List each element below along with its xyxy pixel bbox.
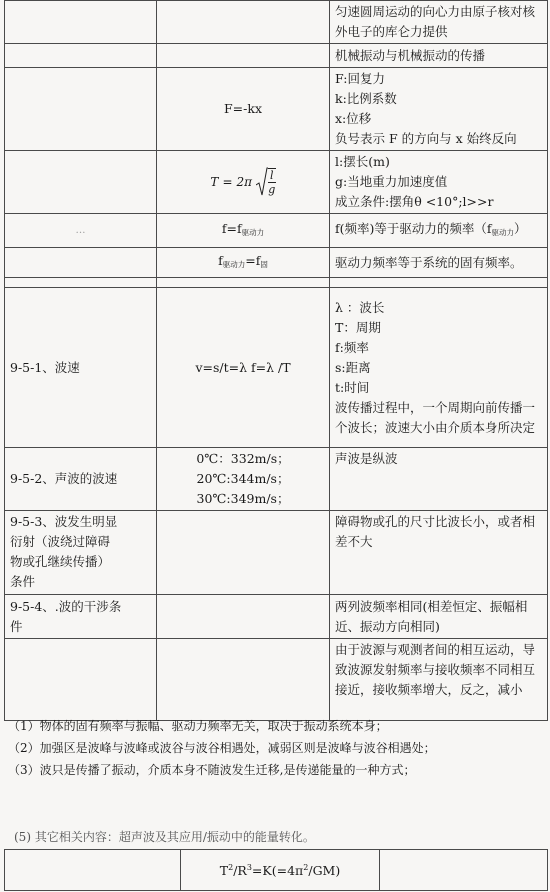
interference-label: [5, 595, 157, 639]
cell-empty: [5, 68, 157, 151]
formula-f: f: [218, 252, 223, 268]
fraction-denominator: g: [268, 183, 276, 196]
table-row: [5, 68, 548, 151]
wave-speed-label: 9-5-1、波速: [5, 288, 157, 448]
cell-empty: [5, 639, 157, 721]
sound-speed-line: 0℃：332m/s；: [196, 451, 290, 466]
table-row: [5, 595, 548, 639]
hooke-description: [330, 68, 548, 151]
cell-empty: [5, 44, 157, 68]
formula-part: /GM): [308, 862, 341, 878]
sqrt-fraction: [268, 168, 276, 196]
section-title: 机械振动与机械振动的传播: [330, 44, 548, 68]
formula-eq: =: [222, 175, 233, 189]
hooke-line: F:回复力: [335, 71, 385, 86]
cell-empty: [5, 248, 157, 278]
extra-content-line: (5) 其它相关内容：超声波及其应用/振动中的能量转化。: [14, 830, 315, 844]
table-row: [5, 278, 548, 288]
diffraction-description: 障碍物或孔的尺寸比波长小，或者相差不大: [330, 511, 548, 595]
centripetal-description: 匀速圆周运动的向心力由原子核对核外电子的库仑力提供: [330, 1, 548, 44]
hooke-line: 负号表示 F 的方向与 x 始终反向: [335, 131, 517, 146]
physics-table: [4, 0, 548, 721]
hooke-line: k:比例系数: [335, 91, 397, 106]
resonance-formula: [157, 248, 330, 278]
diffraction-line: 衍射（波绕过障碍: [10, 534, 111, 549]
diffraction-line: 条件: [10, 574, 36, 589]
forced-vibration-description: [330, 214, 548, 248]
note-item: （2）加强区是波峰与波峰或波谷与波谷相遇处，减弱区则是波峰与波谷相遇处；: [8, 741, 436, 755]
formula-main: f=f: [221, 220, 242, 236]
cell-empty: [157, 639, 330, 721]
table-row: [5, 1, 548, 44]
pendulum-line: g:当地重力加速度值: [335, 174, 448, 189]
cell-empty: [330, 278, 548, 288]
cell-empty: [5, 278, 157, 288]
sound-speed-label: 9-5-2、声波的波速: [5, 448, 157, 511]
formula-subscript: 驱动力: [222, 259, 246, 269]
kepler-table: [4, 849, 548, 891]
sqrt-symbol: [256, 167, 276, 197]
formula-subscript: 固: [260, 259, 268, 269]
table-row: [5, 248, 548, 278]
diffraction-label: [5, 511, 157, 595]
pendulum-formula: [157, 151, 330, 214]
formula-part: T: [219, 862, 229, 878]
notes-section: [8, 715, 544, 781]
wave-speed-formula: v=s/t=λ f=λ /T: [157, 288, 330, 448]
table-row: [5, 639, 548, 721]
sound-speed-line: 20℃:344m/s；: [196, 471, 290, 486]
table-row: [5, 44, 548, 68]
formula-superscript: 2: [303, 862, 309, 872]
cell-empty: [157, 595, 330, 639]
pendulum-description: [330, 151, 548, 214]
diffraction-line: 9-5-3、波发生明显: [10, 514, 118, 529]
table-row: [5, 850, 548, 891]
sound-speed-line: 30℃:349m/s；: [196, 491, 290, 506]
cell-empty: [157, 511, 330, 595]
formula-superscript: 3: [246, 862, 252, 872]
formula-superscript: 2: [228, 862, 234, 872]
cell-empty: [5, 151, 157, 214]
forced-vibration-formula: [157, 214, 330, 248]
diffraction-line: 物或孔继续传播）: [10, 554, 111, 569]
wave-speed-description: [330, 288, 548, 448]
description-main: f(频率)等于驱动力的频率（f: [335, 220, 492, 236]
wave-speed-line: t:时间: [335, 379, 370, 395]
formula-T: T: [210, 175, 219, 189]
table-row: [5, 288, 548, 448]
interference-line: 件: [10, 618, 23, 634]
sound-speed-values: [157, 448, 330, 511]
pendulum-equation: [210, 167, 275, 197]
description-end: ）: [514, 220, 527, 236]
resonance-description: 驱动力频率等于系统的固有频率。: [330, 248, 548, 278]
formula-subscript: 驱动力: [241, 227, 265, 237]
note-item: （1）物体的固有频率与振幅、驱动力频率无关，取决于振动系统本身；: [8, 719, 388, 733]
cell-empty: [157, 1, 330, 44]
doppler-description: 由于波源与观测者间的相互运动，导致波源发射频率与接收频率不同相互接近，接收频率增大，反之，减小: [330, 639, 548, 721]
pendulum-line: l:摆长(m): [335, 154, 390, 169]
table-row: [5, 448, 548, 511]
cell-empty: [157, 44, 330, 68]
sound-speed-description: 声波是纵波: [330, 448, 548, 511]
table-row: [5, 511, 548, 595]
formula-eq: =f: [245, 252, 261, 268]
wave-speed-line: T：周期: [335, 319, 381, 335]
interference-description: 两列波频率相同(相差恒定、振幅相近、振动方向相同): [330, 595, 548, 639]
table-row: [5, 214, 548, 248]
cell-empty: [5, 850, 181, 891]
interference-line: 9-5-4、.波的干涉条: [10, 598, 122, 614]
kepler-formula: [181, 850, 380, 891]
note-item: （3）波只是传播了振动，介质本身不随波发生迁移,是传递能量的一种方式；: [8, 763, 416, 777]
sqrt-icon: [256, 167, 268, 197]
wave-speed-line: f:频率: [335, 339, 369, 355]
faint-label: …: [5, 214, 157, 248]
cell-empty: [157, 278, 330, 288]
description-subscript: 驱动力: [491, 227, 515, 237]
wave-speed-line: s:距离: [335, 359, 371, 375]
pendulum-line: 成立条件:摆角θ <10°;l>>r: [335, 194, 494, 209]
wave-speed-line: 波传播过程中，一个周期向前传播一个波长；波速大小由介质本身所决定: [335, 399, 536, 435]
hooke-line: x:位移: [335, 111, 372, 126]
cell-empty: [380, 850, 548, 891]
table-row: [5, 151, 548, 214]
formula-part: /R: [233, 862, 247, 878]
cell-empty: [5, 1, 157, 44]
fraction-numerator: l: [270, 169, 274, 182]
hooke-formula: F=-kx: [157, 68, 330, 151]
wave-speed-line: λ ：波长: [335, 299, 385, 315]
formula-coef: 2π: [236, 175, 253, 189]
formula-part: =K(=4π: [251, 862, 304, 878]
